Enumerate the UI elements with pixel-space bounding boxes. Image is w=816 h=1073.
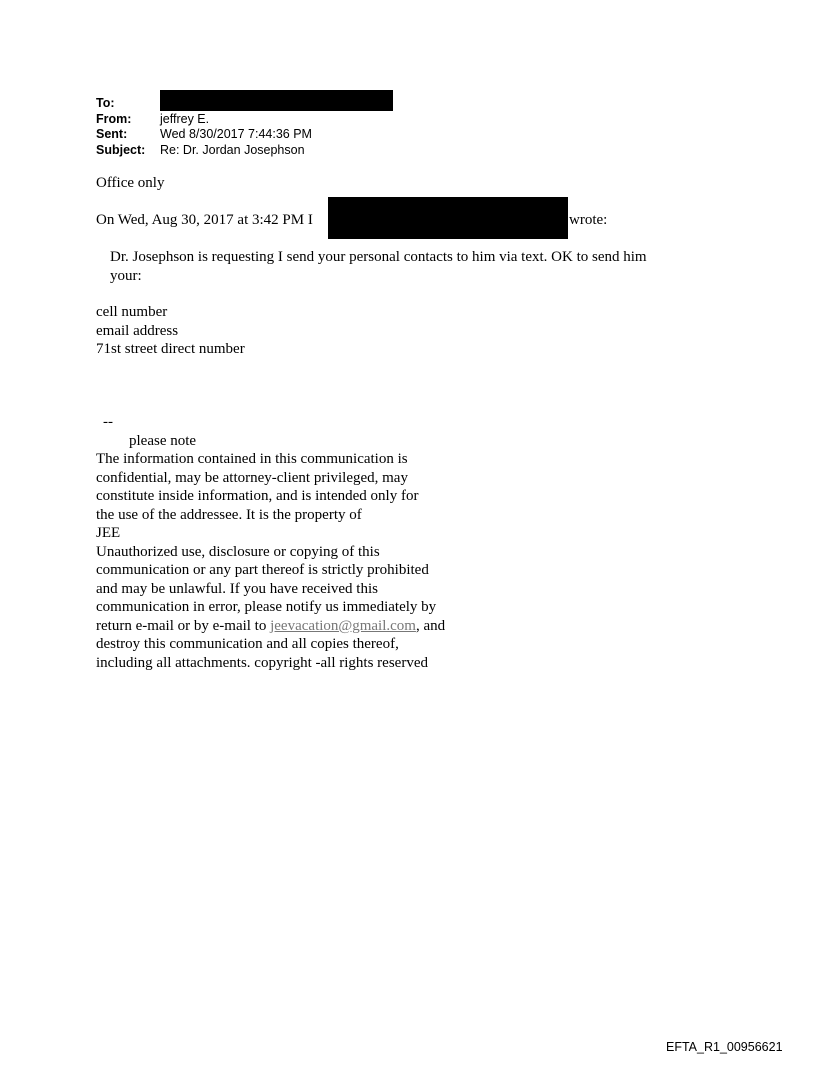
list-item: cell number	[96, 304, 168, 320]
redaction-bar-recipient	[160, 90, 393, 111]
disclaimer-email-line	[96, 617, 476, 636]
disclaimer-line: The information contained in this communication is	[96, 451, 408, 467]
quoted-message-line-2: your:	[110, 267, 142, 284]
quoted-message-line-1: Dr. Josephson is requesting I send your personal contacts to him via text. OK to send him	[110, 249, 647, 265]
disclaimer-line: confidential, may be attorney-client privileged, may	[96, 469, 408, 486]
header-sent-row	[96, 127, 312, 143]
signature-note: please note	[129, 433, 197, 449]
email-line-prefix: return e-mail or by e-mail to	[96, 617, 271, 634]
to-label: To:	[96, 96, 115, 110]
confidentiality-disclaimer	[96, 450, 476, 672]
disclaimer-line: the use of the addressee. It is the property of	[96, 506, 362, 523]
sent-value: Wed 8/30/2017 7:44:36 PM	[160, 127, 312, 141]
disclaimer-line: constitute inside information, and is intended only for	[96, 488, 419, 504]
disclaimer-line: Unauthorized use, disclosure or copying of this	[96, 543, 380, 560]
email-line-suffix: , and	[415, 617, 446, 634]
subject-label: Subject:	[96, 142, 146, 157]
quote-redacted-initial: I	[307, 212, 313, 228]
contact-list	[96, 303, 245, 359]
disclaimer-line: communication in error, please notify us immediately by	[96, 599, 437, 615]
quoted-message	[110, 248, 700, 285]
list-item: 71st street direct number	[96, 341, 245, 357]
disclaimer-line: JEE	[96, 525, 121, 541]
subject-value: Re: Dr. Jordan Josephson	[160, 142, 305, 157]
from-label: From:	[96, 111, 132, 126]
sent-label: Sent:	[96, 127, 128, 141]
document-id: EFTA_R1_00956621	[666, 1040, 783, 1054]
disclaimer-line: including all attachments. copyright -all rights reserved	[96, 654, 428, 671]
disclaimer-line: communication or any part thereof is strictly prohibited	[96, 562, 429, 578]
list-item: email address	[96, 322, 179, 339]
disclaimer-line: and may be unlawful. If you have received this	[96, 580, 378, 597]
quote-wrote: wrote:	[569, 212, 608, 228]
disclaimer-line: destroy this communication and all copies thereof,	[96, 636, 399, 652]
header-subject-row	[96, 143, 312, 159]
quote-intro: On Wed, Aug 30, 2017 at 3:42 PM	[96, 212, 305, 228]
from-value: jeffrey E.	[160, 111, 210, 126]
signature-separator: --	[103, 414, 113, 430]
header-from-row	[96, 112, 312, 128]
email-link[interactable]: jeevacation@gmail.com	[270, 617, 416, 634]
quote-attribution	[96, 211, 313, 230]
redaction-bar-sender	[328, 197, 568, 239]
reply-text: Office only	[96, 175, 165, 191]
